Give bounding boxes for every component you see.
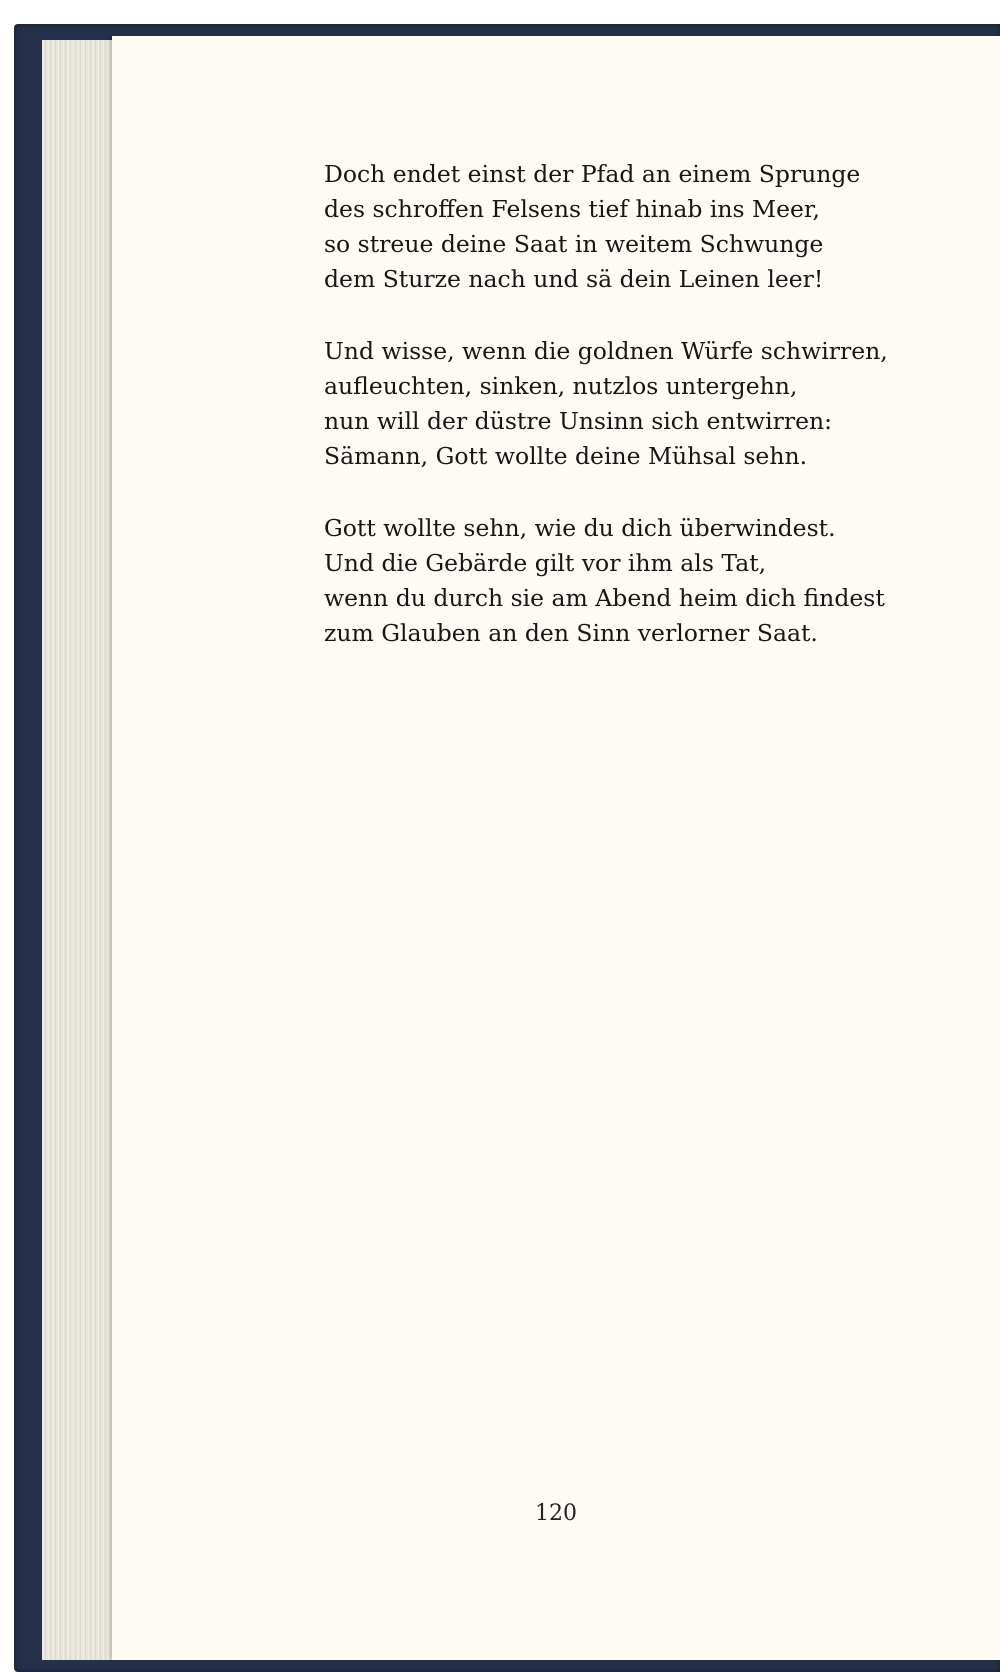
poem-line: Doch endet einst der Pfad an einem Sprunge [324, 160, 861, 188]
poem-stanza-3 [324, 511, 885, 651]
poem-stanza-1 [324, 157, 860, 297]
poem-line: wenn du durch sie am Abend heim dich findest [324, 584, 885, 612]
book-page [112, 36, 1000, 1660]
page-number: 120 [535, 1501, 577, 1526]
poem-line: nun will der düstre Unsinn sich entwirren: [324, 407, 833, 435]
poem-line: dem Sturze nach und sä dein Leinen leer! [324, 265, 824, 293]
poem-line: aufleuchten, sinken, nutzlos untergehn, [324, 372, 798, 400]
poem-line: so streue deine Saat in weitem Schwunge [324, 230, 824, 258]
page-edges [42, 40, 114, 1660]
poem-line: Sämann, Gott wollte deine Mühsal sehn. [324, 442, 808, 470]
poem-line: Gott wollte sehn, wie du dich überwindest. [324, 514, 836, 542]
poem-line: zum Glauben an den Sinn verlorner Saat. [324, 619, 818, 647]
poem-line: Und die Gebärde gilt vor ihm als Tat, [324, 549, 767, 577]
poem-stanza-2 [324, 334, 888, 474]
poem-line: Und wisse, wenn die goldnen Würfe schwirren, [324, 337, 888, 365]
poem-line: des schroffen Felsens tief hinab ins Meer, [324, 195, 821, 223]
